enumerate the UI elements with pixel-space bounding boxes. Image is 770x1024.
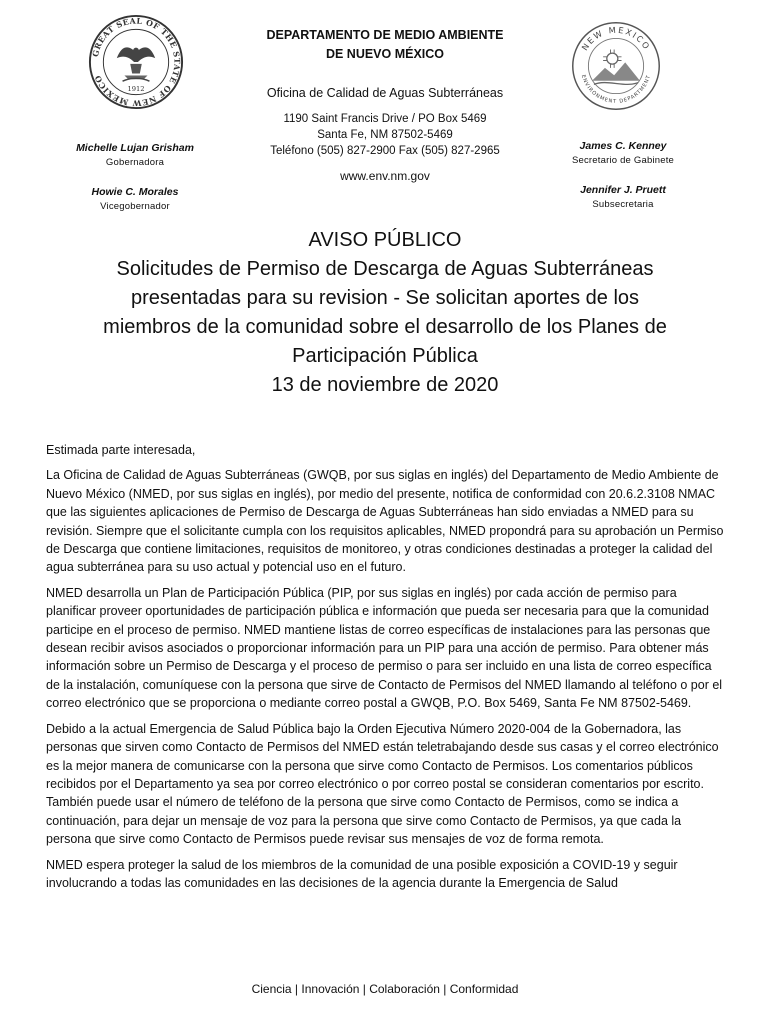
body-paragraph-1: La Oficina de Calidad de Aguas Subterráneas (GWQB, por sus siglas en inglés) del Departamento de Medio Ambiente de Nuevo México (NMED, por sus siglas en inglés), por medio del presente, notifica de conformidad con 20.6.2.3108 NMAC que las siguientes aplicaciones de Permiso de Descarga de Aguas Subterráneas han sido enviadas a NMED para su revisión. Siempre que el solicitante cumpla con los requisitos aplicables, NMED propondrá para su aprobación un Permiso de Descarga que contiene limitaciones, requisitos de monitoreo, y otras condiciones destinadas a proteger la calidad del agua subterránea para su uso actual y potencial uso en el futuro.	[46, 468, 724, 575]
notice-title-line-1: Solicitudes de Permiso de Descarga de Aguas Subterráneas	[116, 258, 654, 280]
notice-date: 13 de noviembre de 2020	[271, 374, 499, 396]
notice-title-line-2: presentadas para su revision - Se solicitan aportes de los	[130, 287, 640, 309]
official-title: Secretario de Gabinete	[571, 155, 675, 166]
official-title: Vicegobernador	[100, 201, 170, 212]
body-paragraph-4: NMED espera proteger la salud de los miembros de la comunidad de una posible exposición a COVID-19 y seguir involucrando a todas las comunidades en las decisiones de la agencia durante la Emergencia de Salud	[46, 857, 678, 890]
letter-body	[46, 441, 724, 899]
department-line-2: DE NUEVO MÉXICO	[325, 47, 445, 61]
contact-address	[200, 111, 570, 159]
environment-department-seal-icon	[570, 20, 662, 112]
official-title: Subsecretaria	[592, 199, 654, 210]
office-name: Oficina de Calidad de Aguas Subterráneas	[266, 86, 504, 100]
official-lieutenant-governor	[60, 186, 210, 212]
body-paragraph-2: NMED desarrolla un Plan de Participación Pública (PIP, por sus siglas en inglés) por cada acción de permiso para planificar proveer oportunidades de participación pública e información que pueda ser necesaria para que la comunidad participe en el proceso de permiso. NMED mantiene listas de correo específicas de instalaciones para las personas que desean recibir avisos asociados o proporcionar información para un PIP para una acción de permiso. Para obtener más información sobre un Permiso de Descarga y el proceso de permiso o para ser incluido en una lista de correo específica de la instalación, comuníquese con la persona que sirve de Contacto de Permisos del NMED llamando al teléfono o por el correo electrónico que se proporciona o mediante correo postal a GWQB, P.O. Box 5469, Santa Fe NM 87502-5469.	[46, 585, 723, 711]
address-line-2: Santa Fe, NM 87502-5469	[317, 129, 453, 141]
official-cabinet-secretary	[548, 140, 698, 166]
website-link[interactable]: www.env.nm.gov	[340, 169, 430, 183]
salutation: Estimada parte interesada,	[46, 443, 196, 457]
seal-top-text: NEW MEXICO	[579, 24, 653, 53]
notice-title-block	[40, 226, 730, 400]
official-title: Gobernadora	[105, 157, 165, 168]
official-deputy-secretary	[548, 184, 698, 210]
body-paragraph-3: Debido a la actual Emergencia de Salud Pública bajo la Orden Ejecutiva Número 2020-004 de la Gobernadora, las personas que sirven como Contacto de Permisos del NMED están teletrabajando desde sus casas y el correo electrónico es la mejor manera de comunicarse con la persona que sirve como Contacto de Permisos. Los comentarios públicos recibidos por el Departamento ya sea por correo electrónico o por correo postal se consideran comentarios por escrito. También puede usar el número de teléfono de la persona que sirve como Contacto de Permisos, como se indica a continuación, para dejar un mensaje de voz para la persona que sirve como Contacto de Permisos, ya que cada la persona que sirve como Contacto de Permisos puede revisar sus mensajes de voz de forma remota.	[46, 721, 719, 847]
state-seal-icon	[88, 14, 184, 110]
official-name: Jennifer J. Pruett	[580, 184, 666, 196]
seal-year: 1912	[127, 84, 145, 93]
footer-tagline: Ciencia | Innovación | Colaboración | Conformidad	[251, 982, 519, 996]
phone-fax-line: Teléfono (505) 827-2900 Fax (505) 827-2965	[270, 145, 500, 157]
department-name	[200, 26, 570, 64]
department-line-1: DEPARTAMENTO DE MEDIO AMBIENTE	[266, 28, 504, 42]
official-name: Howie C. Morales	[91, 186, 179, 198]
notice-title-line-3: miembros de la comunidad sobre el desarrollo de los Planes de	[103, 316, 667, 338]
official-name: James C. Kenney	[579, 140, 667, 152]
notice-heading: AVISO PÚBLICO	[308, 229, 462, 251]
seal-ring-text: GREAT SEAL OF THE STATE OF NEW MEXICO	[90, 16, 182, 108]
official-governor	[60, 142, 210, 168]
notice-title-line-4: Participación Pública	[292, 345, 478, 367]
official-name: Michelle Lujan Grisham	[76, 142, 194, 154]
address-line-1: 1190 Saint Francis Drive / PO Box 5469	[283, 113, 487, 125]
seal-bottom-text: ENVIRONMENT DEPARTMENT	[579, 74, 653, 105]
